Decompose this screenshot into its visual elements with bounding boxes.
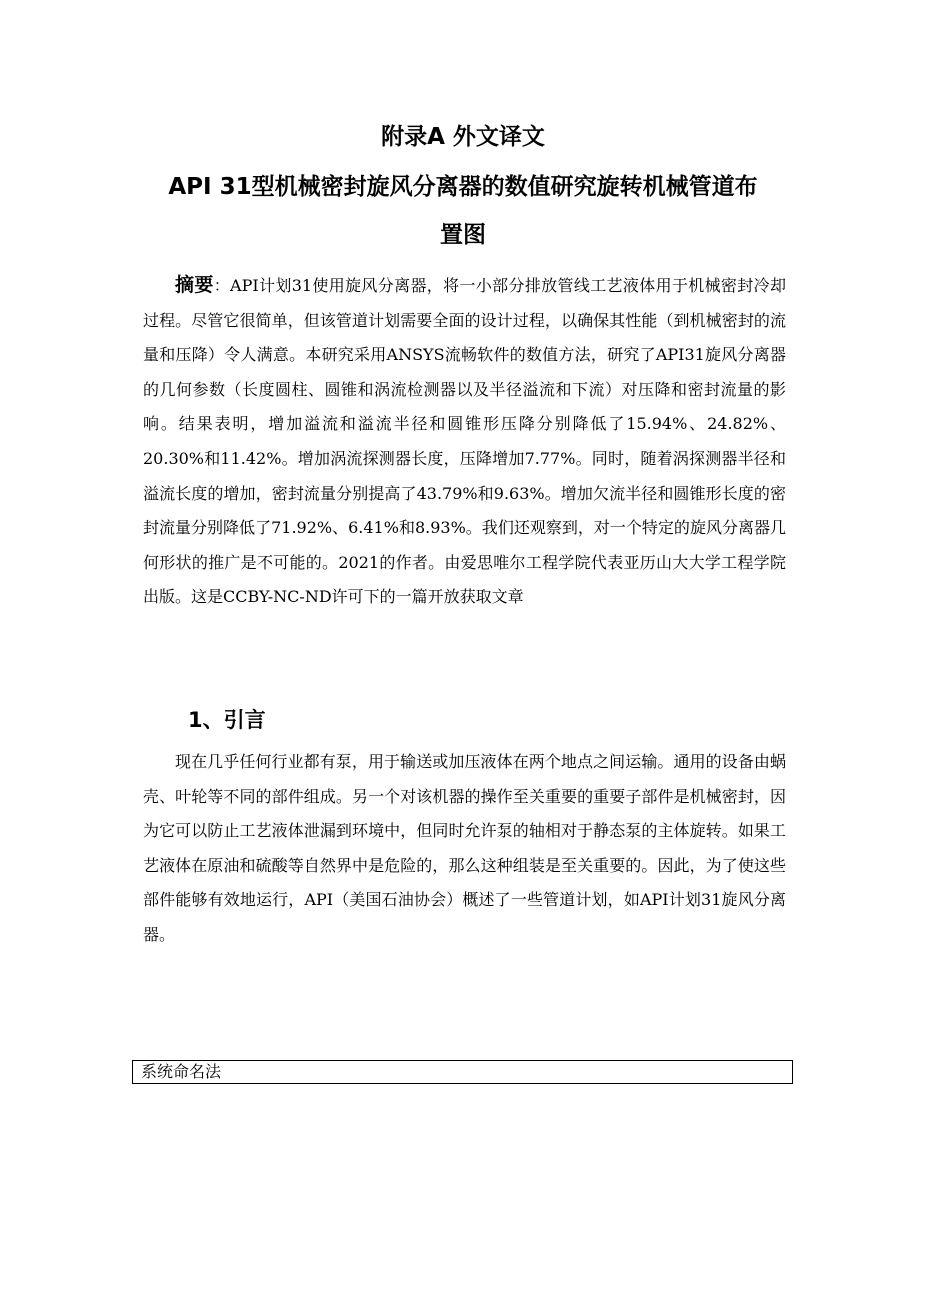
nomenclature-label: 系统命名法 bbox=[141, 1062, 222, 1081]
paper-title-line-1: API 31型机械密封旋风分离器的数值研究旋转机械管道布 bbox=[168, 174, 758, 200]
introduction-paragraph: 现在几乎任何行业都有泵，用于输送或加压液体在两个地点之间运输。通用的设备由蜗壳、叶轮等不同的部件组成。另一个对该机器的操作至关重要的重要子部件是机械密封，因为它可以防止工艺液体泄漏到环境中，但同时允许泵的轴相对于静态泵的主体旋转。如果工艺液体在原油和硫酸等自然界中是危险的，那么这种组装是至关重要的。因此，为了使这些部件能够有效地运行，API（美国石油协会）概述了一些管道计划，如API计划31旋风分离器。 bbox=[143, 752, 786, 944]
abstract-paragraph bbox=[143, 268, 786, 615]
nomenclature-table-header bbox=[132, 1060, 793, 1084]
abstract-label: 摘要 bbox=[175, 274, 214, 296]
abstract-separator: ： bbox=[213, 276, 231, 295]
paper-title-line-2: 置图 bbox=[440, 222, 486, 248]
appendix-title: 附录A 外文译文 bbox=[381, 124, 545, 150]
section-heading-introduction: 1、引言 bbox=[188, 708, 266, 732]
abstract-text: API计划31使用旋风分离器，将一小部分排放管线工艺液体用于机械密封冷却过程。尽管它很简单，但该管道计划需要全面的设计过程，以确保其性能（到机械密封的流量和压降）令人满意。本研究采用ANSYS流畅软件的数值方法，研究了API31旋风分离器的几何参数（长度圆柱、圆锥和涡流检测器以及半径溢流和下流）对压降和密封流量的影响。结果表明，增加溢流和溢流半径和圆锥形压降分别降低了15.94%、24.82%、20.30%和11.42%。增加涡流探测器长度，压降增加7.77%。同时，随着涡探测器半径和溢流长度的增加，密封流量分别提高了43.79%和9.63%。增加欠流半径和圆锥形长度的密封流量分别降低了71.92%、6.41%和8.93%。我们还观察到，对一个特定的旋风分离器几何形状的推广是不可能的。2021的作者。由爱思唯尔工程学院代表亚历山大大学工程学院出版。这是CCBY-NC-ND许可下的一篇开放获取文章 bbox=[143, 276, 786, 607]
